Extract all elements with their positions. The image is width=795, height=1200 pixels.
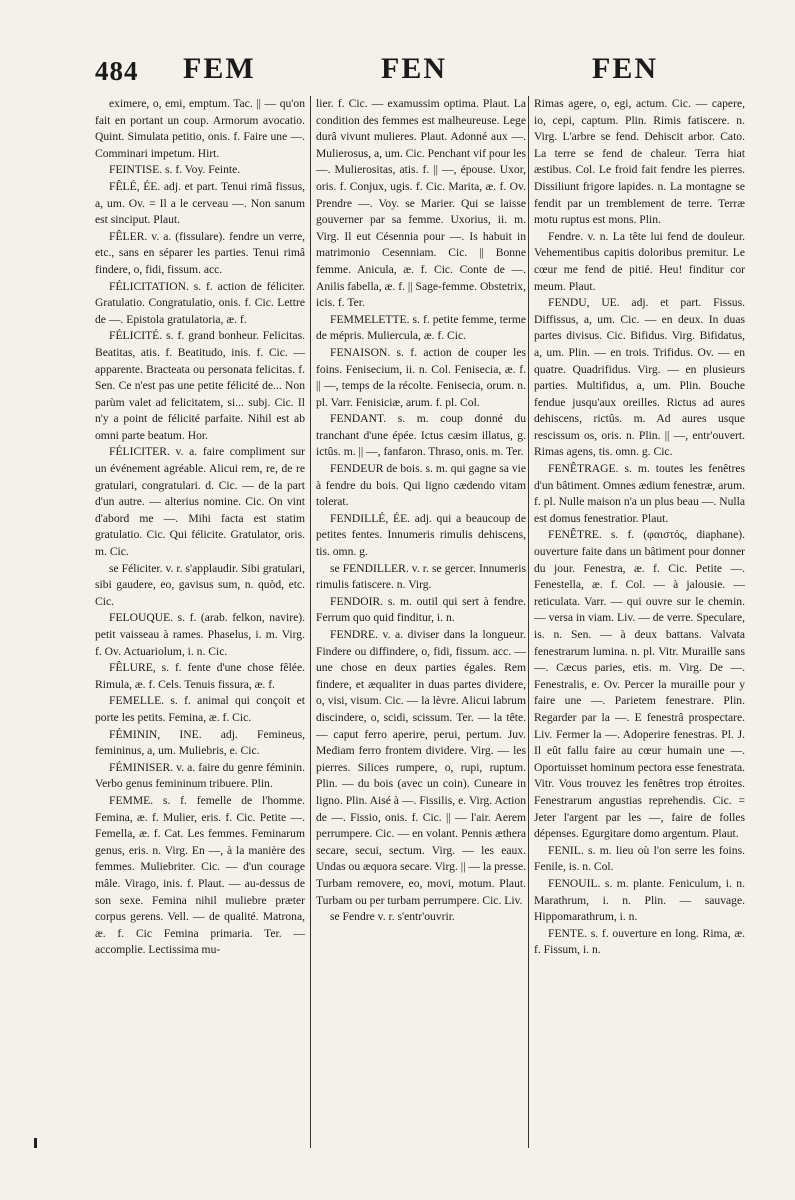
page-header (0, 52, 795, 92)
dictionary-column-3 (534, 96, 745, 1156)
page-number: 484 (95, 56, 139, 86)
dictionary-entry: FENDANT. s. m. coup donné du tranchant d'une épée. Ictus cæsim illatus, g. ictûs. m. || —, fanfaron. Thraso, onis. m. Ter. (316, 412, 526, 459)
dictionary-entry: se FENDILLER. v. r. se gercer. Innumeris rimulis fatiscere. n. Virg. (316, 561, 526, 592)
dictionary-column-2 (316, 96, 526, 1156)
dictionary-entry: FÊLURE, s. f. fente d'une chose fêlée. Rimula, æ. f. Cels. Tenuis fissura, æ. f. (95, 661, 305, 691)
dictionary-entry: FÊLER. v. a. (fissulare). fendre un verre, etc., sans en séparer les parties. Tenui rimâ findere, o, fidi, fissum. acc. (95, 229, 305, 276)
dictionary-column-1 (95, 96, 305, 1156)
dictionary-entry: FEINTISE. s. f. Voy. Feinte. (109, 163, 241, 177)
dictionary-entry: FENDILLÉ, ÉE. adj. qui a beaucoup de petites fentes. Innumeris rimulis dehiscens, tis. omn. g. (316, 511, 526, 559)
dictionary-entry: FÊLÉ, ÉE. adj. et part. Tenui rimâ fissus, a, um. Ov. = Il a le cerveau —. Non sanum est sinciput. Plaut. (95, 179, 305, 227)
dictionary-entry: se Féliciter. v. r. s'applaudir. Sibi gratulari, sibi gaudere, eo, gavisus sum, n. quòd, etc. Cic. (95, 561, 305, 608)
dictionary-entry: FENDOIR. s. m. outil qui sert à fendre. Ferrum quo quid finditur, i. n. (316, 594, 526, 625)
dictionary-entry: FÉLICITER. v. a. faire compliment sur un événement agréable. Alicui rem, re, de re gratulari, congratulari. d. Cic. — de la part d'un autre. — alterius nomine. Cic. On vint d'abord me —. Mihi facta est statim gratulatio. Cic. Qui félicite. Gratulator, oris. m. Cic. (95, 445, 305, 559)
dictionary-entry: FENAISON. s. f. action de couper les foins. Fenisecium, ii. n. Col. Fenisecia, æ. f. || —, temps de la récolte. Fenisecia, orum. n. pl. Varr. Fenisiciæ, arum. f. pl. Col. (316, 345, 526, 409)
dictionary-entry: FENDRE. v. a. diviser dans la longueur. Findere ou diffindere, o, fidi, fissum. acc. — une chose en deux parties égales. Rem findere, et æqualiter in duas partes dividere, o, visi, visum. Cic. — la lèvre. Alicui labrum discindere, o, scidi, scissum. Ter. — la tête. — caput ferro aperire, perui, pertum. Juv. Mediam ferro frontem dividere. Virg. — les pierres. Silices rumpere, o, rupi, ruptum. Plin. — du bois (avec un coin). Cuneare in ligno. Plin. Aisé à —. Fissilis, e. Virg. Action de —. Fissio, onis. f. Cic. || — l'air. Aerem perrumpere. Cic. — en volant. Pennis æthera secare, secui, sectum. Virg. — les eaux. Undas ou æquora secare. Virg. || — la presse. Turbam removere, eo, movi, motum. Plaut. Turbam ou per turbam perrumpere. Cic. Liv. (316, 628, 526, 907)
dictionary-entry: FEMMELETTE. s. f. petite femme, terme de mépris. Muliercula, æ. f. Cic. (316, 312, 526, 343)
dictionary-entry: FÉMININ, INE. adj. Femineus, femininus, a, um. Muliebris, e. Cic. (95, 727, 305, 758)
running-head-left: FEM (183, 52, 256, 85)
dictionary-entry: FÉMINISER. v. a. faire du genre féminin. Verbo genus femininum tribuere. Plin. (95, 760, 305, 791)
dictionary-entry: FENIL. s. m. lieu où l'on serre les foins. Fenile, is. n. Col. (534, 843, 745, 874)
dictionary-entry: FENÊTRAGE. s. m. toutes les fenêtres d'un bâtiment. Omnes ædium fenestræ, arum. f. pl. Nulle maison n'a un plus beau —. Nulla est domus fenestratior. Plaut. (534, 462, 745, 525)
dictionary-entry: FENOUIL. s. m. plante. Feniculum, i. n. Marathrum, i. n. Plin. — sauvage. Hippomarathrum, i. n. (534, 876, 745, 924)
dictionary-entry: lier. f. Cic. — examussim optima. Plaut. La condition des femmes est malheureuse. Lege durâ vivunt mulieres. Plaut. Adonné aux —. Mulierosus, a, um. Cic. Penchant vif pour les —. Mulierositas, atis. f. || —, épouse. Uxor, oris. f. Conjux, ugis. f. Cic. Marita, æ. f. Ov. Prendre —. Voy. se Marier. Qui se laisse gouverner par sa femme. Uxorius, ii. m. Virg. Il eut Césennia pour —. Is habuit in matrimonio Cesenniam. Cic. || Bonne femme. Anicula, æ. f. Cic. Conte de —. Anilis fabella, æ. f. || Sage-femme. Obstetrix, icis. f. Ter. (316, 97, 526, 310)
dictionary-entry: FEMELLE. s. f. animal qui conçoit et porte les petits. Femina, æ. f. Cic. (95, 694, 305, 724)
dictionary-entry: se Fendre v. r. s'entr'ouvrir. (330, 910, 455, 924)
dictionary-entry: FÉLICITATION. s. f. action de féliciter. Gratulatio. Congratulatio, onis. f. Cic. Lettre de —. Epistola gratulatoria, æ. f. (95, 279, 305, 326)
margin-mark (34, 1138, 37, 1148)
dictionary-entry: FEMME. s. f. femelle de l'homme. Femina, æ. f. Mulier, eris. f. Cic. Petite —. Femella, æ. f. Cat. Les femmes. Feminarum genus, eris. n. Virg. En —, à la manière des femmes. Muliebriter. Cic. — d'un courage mâle. Virago, inis. f. Plaut. — au-dessus de son sexe. Femina nihil muliebre præter corpus gerens. Vell. — de qualité. Matrona, æ. f. Cic Femina primaria. Ter. — accomplie. Lectissima mu- (95, 793, 305, 957)
dictionary-entry: eximere, o, emi, emptum. Tac. || — qu'on fait en portant un coup. Armorum avocatio. Quint. Simulata petitio, onis. f. Faire une —. Comminari impetum. Hirt. (95, 97, 305, 160)
running-head-center: FEN (381, 52, 447, 85)
dictionary-entry: FENDU, UE. adj. et part. Fissus. Diffissus, a, um. Cic. — en deux. In duas partes divisus. Cic. Bifidus. Virg. Bifidatus, a, um. Plin. — en trois. Trifidus. Ov. — en quatre. Quadrifidus. Virg. — en plusieurs parties. Multifidus, a, um. Plin. Bouche fendue jusqu'aux oreilles. Rictus ad aures dehiscens, rictûs. m. Ad aures usque rescissum os, oris. n. Plin. || —, entr'ouvert. Rimas agens, tis. omn. g. Cic. (534, 296, 745, 459)
running-head-right: FEN (592, 52, 658, 85)
dictionary-entry: FELOUQUE. s. f. (arab. felkon, navire). petit vaisseau à rames. Phaselus, i. m. Virg. f. Ov. Actuariolum, i. n. Cic. (95, 611, 305, 658)
dictionary-entry: FENDEUR de bois. s. m. qui gagne sa vie à fendre du bois. Qui ligno cædendo vitam tolerat. (316, 462, 526, 509)
dictionary-entry: FÉLICITÉ. s. f. grand bonheur. Felicitas. Beatitas, atis. f. Beatitudo, inis. f. Cic. — apparente. Bracteata ou personata felicitas. f. Sen. Ce n'est pas une petite félicité de... Non parùm valet ad felicitatem, si... subj. Cic. Il n'y a point de félicité parfaite. Nihil est ab omni parte beatum. Hor. (95, 329, 305, 442)
column-divider (310, 96, 311, 1148)
column-divider (528, 96, 529, 1148)
dictionary-entry: Rimas agere, o, egi, actum. Cic. — capere, io, cepi, captum. Plin. Rimis fatiscere. n. Virg. L'arbre se fend. Dehiscit arbor. Cato. La terre se fend de chaleur. Terra hiat æstibus. Col. Le froid fait fendre les pierres. Dissiliunt frigore lapides. n. La montagne se fendit par un tremblement de terre. Terræ motu ruptus est mons. Plin. (534, 97, 745, 227)
dictionary-entry: FENÊTRE. s. f. (φαιστός, diaphane). ouverture faite dans un bâtiment pour donner du jour. Fenestra, æ. f. Cic. Petite —. Fenestella, æ. f. Col. — à jalousie. — reticulata. Varr. — qui ouvre sur le chemin. — versa in viam. Liv. — de verre. Specularе, is. n. Sen. — à deux battans. Valvata fenestrarum lumina. n. pl. Vitr. Muraille sans —. Cæcus paries, etis. m. Virg. De —. Fenestralis, e. Ov. Percer la muraille pour y faire une —. Parietem fenestrare. Plin. Regarder par la —. E fenestrâ prospectare. Liv. Fermer la —. Adoperire fenestras. Pl. J. Il eût fallu faire au cœur humain une —. Oportuisset hominum pectora esse fenestrata. Vitr. Vous trouvez les fenêtres trop étroites. Fenestrarum angustias reprehendis. Cic. = Jeter l'argent par les —, faire de folles dépenses. Egurgitare domo argentum. Plaut. (534, 528, 745, 841)
dictionary-entry: FENTE. s. f. ouverture en long. Rima, æ. f. Fissum, i. n. (534, 926, 745, 957)
dictionary-entry: Fendre. v. n. La tête lui fend de douleur. Vehementibus capitis doloribus premitur. Le cœur me fend de pitié. Heu! finditur cor meum. Plaut. (534, 229, 745, 293)
